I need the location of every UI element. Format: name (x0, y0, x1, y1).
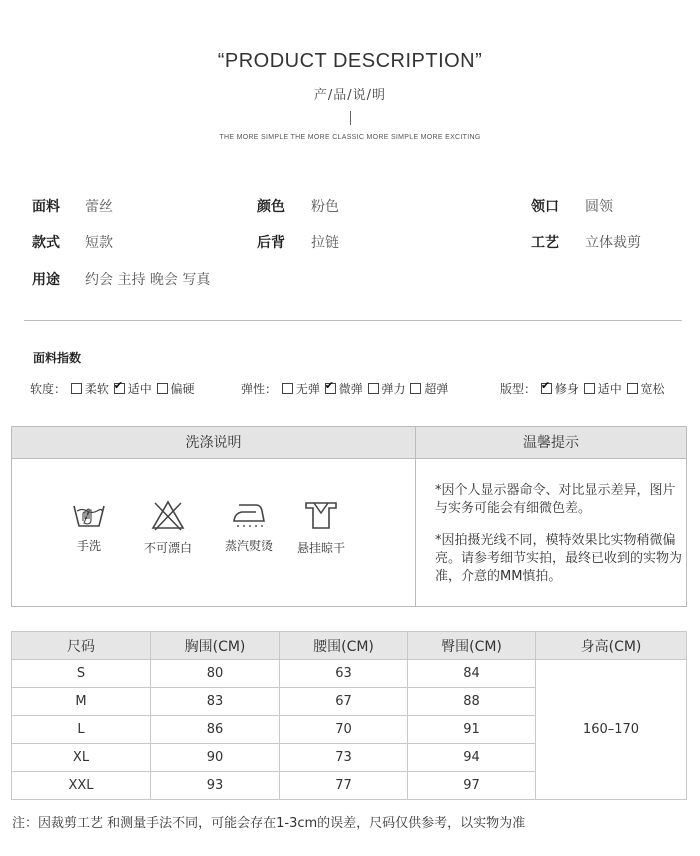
attr-value-back: 拉链 (311, 235, 339, 251)
header-size: 尺码 (12, 632, 151, 660)
wash-item-hand (54, 499, 124, 554)
divider-line (350, 111, 351, 125)
steam-iron-icon (230, 499, 268, 529)
softness-row (30, 380, 195, 397)
header-hip: 臀围(CM) (408, 632, 536, 660)
elasticity-slight-label: 微弹 (338, 382, 363, 396)
attr-key-craft: 工艺 (531, 235, 559, 251)
wash-item-iron (214, 499, 284, 554)
hip-cell: 88 (408, 688, 536, 716)
bust-cell: 90 (151, 744, 280, 772)
attr-key-back: 后背 (257, 235, 285, 251)
wash-item-bleach (133, 499, 203, 556)
attr-value-usage: 约会 主持 晚会 写真 (85, 272, 211, 288)
elasticity-super-checkbox[interactable] (410, 383, 421, 394)
waist-cell: 67 (280, 688, 408, 716)
softness-soft-label: 柔软 (84, 382, 109, 396)
bust-cell: 93 (151, 772, 280, 800)
size-cell: XXL (12, 772, 151, 800)
hand-wash-label: 手洗 (76, 539, 101, 553)
hip-cell: 97 (408, 772, 536, 800)
attr-key-color: 颜色 (257, 199, 285, 215)
softness-hard-label: 偏硬 (170, 382, 195, 396)
size-table (11, 631, 687, 800)
care-table (11, 426, 687, 607)
elasticity-slight-checkbox[interactable] (325, 383, 336, 394)
no-bleach-icon (151, 499, 185, 531)
waist-cell: 73 (280, 744, 408, 772)
softness-medium-label: 适中 (127, 382, 152, 396)
fit-loose-checkbox[interactable] (627, 383, 638, 394)
bust-cell: 80 (151, 660, 280, 688)
waist-cell: 70 (280, 716, 408, 744)
size-cell: XL (12, 744, 151, 772)
elasticity-super-label: 超弹 (424, 382, 449, 396)
tagline: THE MORE SIMPLE THE MORE CLASSIC MORE SIMPLE MORE EXCITING (219, 134, 481, 141)
attr-key-fabric: 面料 (32, 199, 60, 215)
bust-cell: 83 (151, 688, 280, 716)
elasticity-label: 弹性： (241, 382, 278, 396)
height-range-cell: 160–170 (536, 660, 687, 800)
table-row (12, 660, 687, 688)
attr-value-style: 短款 (85, 235, 113, 251)
section-divider (24, 320, 682, 321)
size-cell: M (12, 688, 151, 716)
fit-slim-checkbox[interactable] (541, 383, 552, 394)
softness-soft-checkbox[interactable] (71, 383, 82, 394)
hang-dry-label: 悬挂晾干 (296, 541, 345, 555)
header-bust: 胸围(CM) (151, 632, 280, 660)
tips-header: 温馨提示 (416, 427, 686, 459)
hip-cell: 94 (408, 744, 536, 772)
page-title: “PRODUCT DESCRIPTION” (217, 50, 483, 72)
attr-key-usage: 用途 (32, 272, 60, 288)
elasticity-none-checkbox[interactable] (282, 383, 293, 394)
softness-label: 软度： (30, 382, 67, 396)
tip-lighting: *因拍摄光线不同，模特效果比实物稍微偏亮。请参考细节实拍，最终已收到的实物为准，介意的MM慎拍。 (435, 533, 683, 584)
size-table-header (12, 632, 687, 660)
fit-loose-label: 宽松 (640, 382, 665, 396)
attr-key-style: 款式 (32, 235, 60, 251)
attr-value-collar: 圆领 (585, 199, 613, 215)
steam-iron-label: 蒸汽熨烫 (224, 539, 273, 553)
softness-hard-checkbox[interactable] (157, 383, 168, 394)
size-note: 注：因裁剪工艺 和测量手法不同，可能会存在1-3cm的误差，尺码仅供参考，以实物为准 (12, 816, 526, 831)
attr-value-craft: 立体裁剪 (585, 235, 641, 251)
softness-medium-checkbox[interactable] (114, 383, 125, 394)
size-cell: L (12, 716, 151, 744)
hand-wash-icon (71, 499, 107, 529)
wash-header: 洗涤说明 (12, 427, 415, 459)
fabric-index-title: 面料指数 (33, 351, 82, 365)
waist-cell: 63 (280, 660, 408, 688)
waist-cell: 77 (280, 772, 408, 800)
hip-cell: 91 (408, 716, 536, 744)
fit-regular-label: 适中 (597, 382, 622, 396)
size-cell: S (12, 660, 151, 688)
elasticity-row (241, 380, 448, 397)
header-height: 身高(CM) (536, 632, 687, 660)
fit-regular-checkbox[interactable] (584, 383, 595, 394)
hip-cell: 84 (408, 660, 536, 688)
attr-value-color: 粉色 (311, 199, 339, 215)
attr-key-collar: 领口 (531, 199, 559, 215)
bust-cell: 86 (151, 716, 280, 744)
fit-slim-label: 修身 (554, 382, 579, 396)
elasticity-stretch-label: 弹力 (381, 382, 406, 396)
attr-value-fabric: 蕾丝 (85, 199, 113, 215)
hang-dry-icon (302, 499, 340, 531)
elasticity-none-label: 无弹 (295, 382, 320, 396)
elasticity-stretch-checkbox[interactable] (368, 383, 379, 394)
page-subtitle: 产/品/说/明 (313, 88, 387, 103)
care-column-divider (415, 427, 416, 606)
fit-row (500, 380, 665, 397)
fit-label: 版型： (500, 382, 537, 396)
header-waist: 腰围(CM) (280, 632, 408, 660)
tip-display: *因个人显示器命令、对比显示差异，图片与实务可能会有细微色差。 (435, 483, 676, 516)
no-bleach-label: 不可漂白 (143, 541, 192, 555)
wash-item-hang (286, 499, 356, 556)
